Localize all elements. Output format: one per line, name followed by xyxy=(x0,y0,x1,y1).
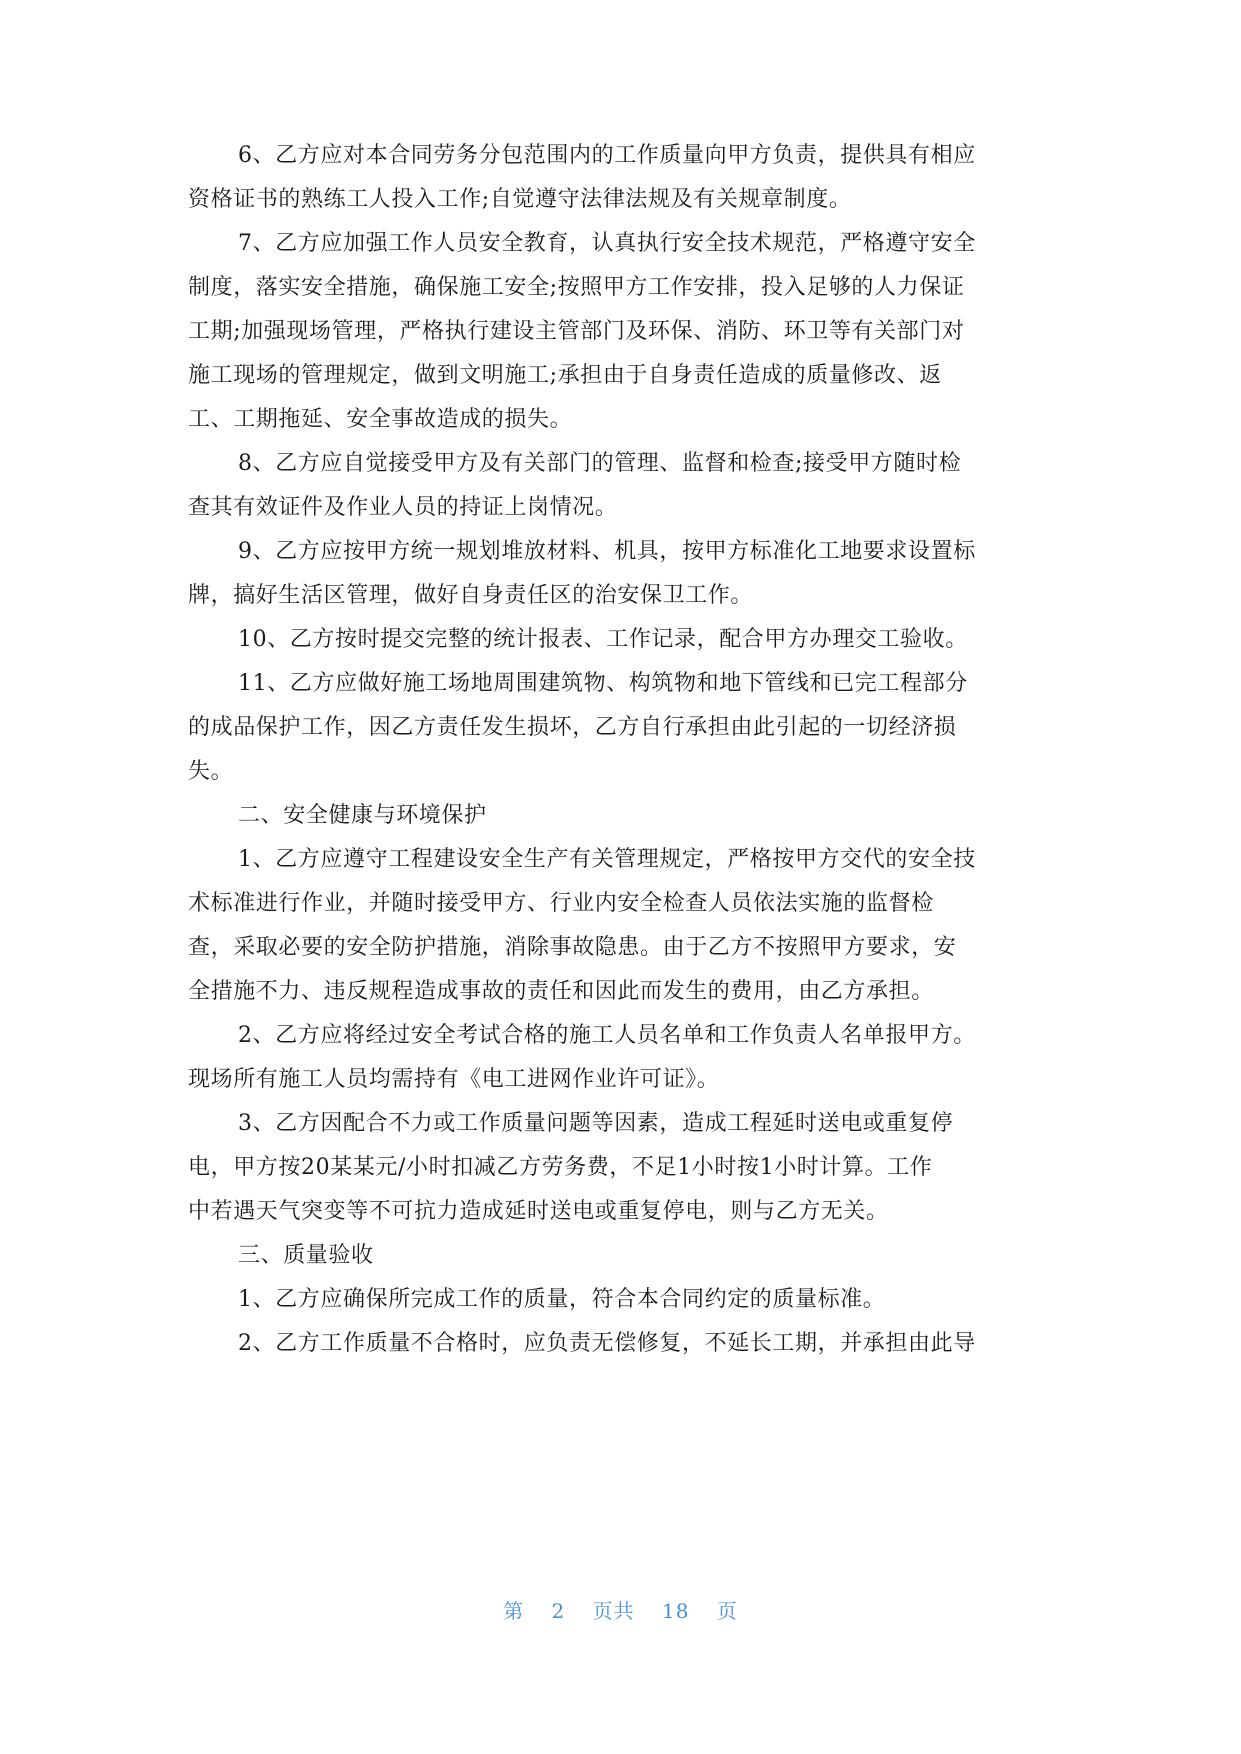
text-line: 3、乙方因配合不力或工作质量问题等因素，造成工程延时送电或重复停 xyxy=(238,1111,954,1136)
text-line: 牌，搞好生活区管理，做好自身责任区的治安保卫工作。 xyxy=(188,583,754,608)
text-line: 1、乙方应确保所完成工作的质量，符合本合同约定的质量标准。 xyxy=(238,1287,886,1312)
text-line: 7、乙方应加强工作人员安全教育，认真执行安全技术规范，严格遵守安全 xyxy=(238,231,976,256)
footer-suffix: 页 xyxy=(716,1599,738,1623)
text-line: 工、工期拖延、安全事故造成的损失。 xyxy=(188,407,573,432)
text-line: 1、乙方应遵守工程建设安全生产有关管理规定，严格按甲方交代的安全技 xyxy=(238,847,976,872)
text-line: 查其有效证件及作业人员的持证上岗情况。 xyxy=(188,495,618,520)
page-number: 2 xyxy=(551,1599,566,1623)
text-line: 中若遇天气突变等不可抗力造成延时送电或重复停电，则与乙方无关。 xyxy=(188,1199,889,1224)
footer-prefix: 第 xyxy=(503,1599,525,1623)
total-pages: 18 xyxy=(662,1599,690,1623)
text-line: 电，甲方按20某某元/小时扣减乙方劳务费，不足1小时按1小时计算。工作 xyxy=(188,1155,933,1180)
text-line: 8、乙方应自觉接受甲方及有关部门的管理、监督和检查;接受甲方随时检 xyxy=(238,451,962,476)
text-line: 工期;加强现场管理，严格执行建设主管部门及环保、消防、环卫等有关部门对 xyxy=(188,319,965,344)
section-heading: 二、安全健康与环境保护 xyxy=(238,803,487,828)
text-line: 术标准进行作业，并随时接受甲方、行业内安全检查人员依法实施的监督检 xyxy=(188,891,934,916)
text-line: 施工现场的管理规定，做到文明施工;承担由于自身责任造成的质量修改、返 xyxy=(188,363,942,388)
section-heading: 三、质量验收 xyxy=(238,1243,374,1268)
text-line: 制度，落实安全措施，确保施工安全;按照甲方工作安排，投入足够的人力保证 xyxy=(188,275,965,300)
text-line: 现场所有施工人员均需持有《电工进网作业许可证》。 xyxy=(188,1067,720,1092)
text-line: 11、乙方应做好施工场地周围建筑物、构筑物和地下管线和已完工程部分 xyxy=(238,671,968,696)
text-line: 的成品保护工作，因乙方责任发生损坏，乙方自行承担由此引起的一切经济损 xyxy=(188,715,957,740)
text-line: 2、乙方工作质量不合格时，应负责无偿修复，不延长工期，并承担由此导 xyxy=(238,1331,976,1356)
text-line: 查，采取必要的安全防护措施，消除事故隐患。由于乙方不按照甲方要求，安 xyxy=(188,935,957,960)
text-line: 9、乙方应按甲方统一规划堆放材料、机具，按甲方标准化工地要求设置标 xyxy=(238,539,976,564)
page-footer xyxy=(0,1595,1241,1624)
footer-middle: 页共 xyxy=(592,1599,635,1623)
text-line: 失。 xyxy=(188,759,234,784)
text-line: 全措施不力、违反规程造成事故的责任和因此而发生的费用，由乙方承担。 xyxy=(188,979,934,1004)
text-line: 2、乙方应将经过安全考试合格的施工人员名单和工作负责人名单报甲方。 xyxy=(238,1023,976,1048)
text-line: 资格证书的熟练工人投入工作;自觉遵守法律法规及有关规章制度。 xyxy=(188,187,852,212)
text-line: 6、乙方应对本合同劳务分包范围内的工作质量向甲方负责，提供具有相应 xyxy=(238,143,976,168)
text-line: 10、乙方按时提交完整的统计报表、工作记录，配合甲方办理交工验收。 xyxy=(238,627,968,652)
